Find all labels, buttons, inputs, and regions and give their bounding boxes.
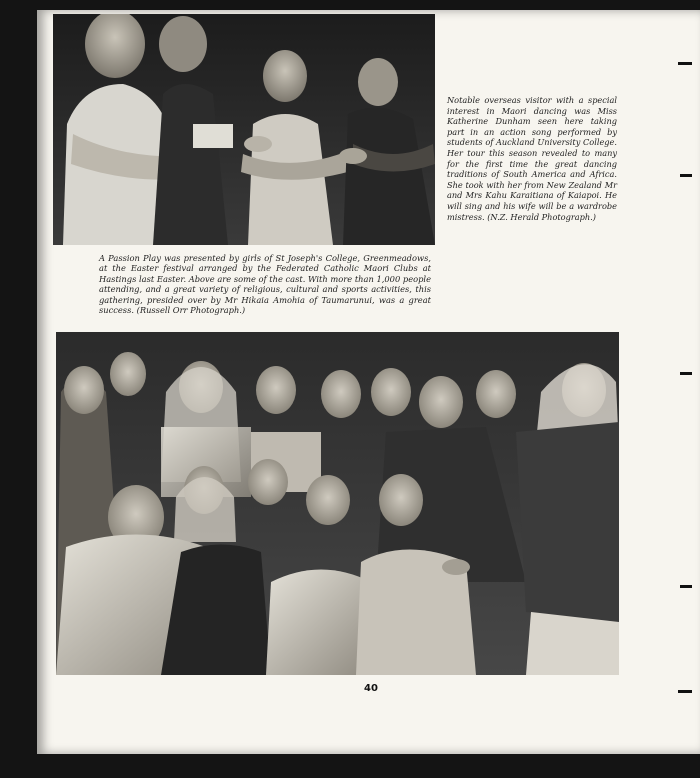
passion-play-caption: A Passion Play was presented by girls of St Joseph's College, Greenmeadows, at the Easter festival arranged by the Federated Catholic Maori Clubs at Hastings last Easter. Above are some of the cast. With more than 1,000 people attending, and a great variety of religious, cultural and sports activities, this gathering, presided over by Mr Hikaia Amohia of Taumarunui, was a great success. (Russell Orr Photograph.)	[99, 253, 431, 316]
edge-mark	[680, 174, 692, 177]
magazine-page	[37, 10, 700, 754]
edge-mark	[680, 372, 692, 375]
edge-mark	[680, 585, 692, 588]
dancing-photo	[53, 14, 435, 245]
edge-mark	[678, 690, 692, 693]
passion-play-photo	[56, 332, 619, 675]
dancing-caption: Notable overseas visitor with a special interest in Maori dancing was Miss Katherine Dunham seen here taking part in an action song performed by students of Auckland University College. Her tour this season revealed to many for the first time the great dancing traditions of South America and Africa. She took with her from New Zealand Mr and Mrs Kahu Karaitiana of Kaiapoi. He will sing and his wife will be a wardrobe mistress. (N.Z. Herald Photograph.)	[447, 95, 617, 222]
page-number: 40	[364, 683, 378, 694]
edge-mark	[678, 62, 692, 65]
